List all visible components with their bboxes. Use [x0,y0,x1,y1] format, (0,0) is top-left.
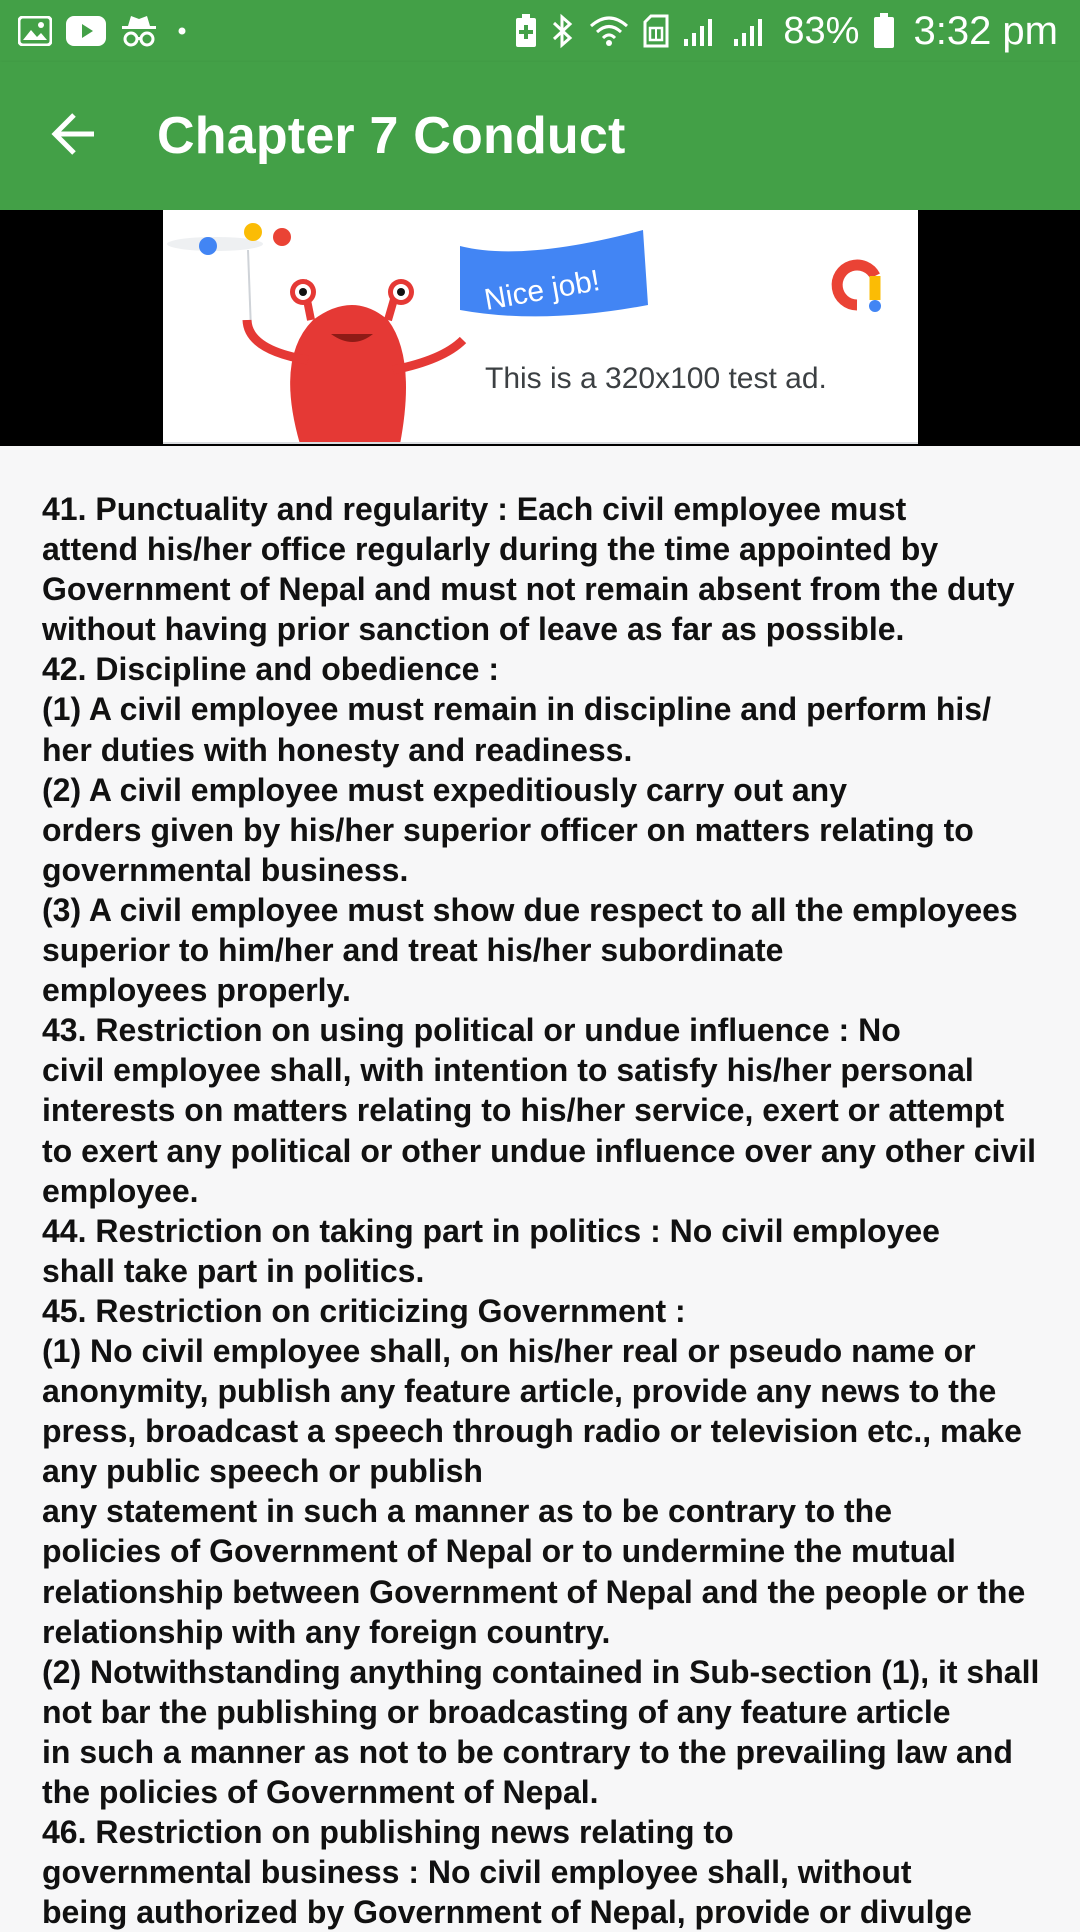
sim-icon [643,14,669,48]
signal-icon [683,15,719,47]
text-line: (1) No civil employee shall, on his/her real or pseudo name or [42,1332,976,1369]
ad-banner-area [0,210,1080,446]
app-bar [0,62,1080,210]
text-line: civil employee shall, with intention to satisfy his/her personal [42,1052,974,1089]
ad-flag-text: Nice job! [481,264,603,317]
incognito-icon [120,14,158,48]
status-time: 3:32 pm [913,8,1058,53]
ad-text: This is a 320x100 test ad. [485,362,827,395]
text-line: relationship with any foreign country. [42,1613,611,1650]
text-line: the policies of Government of Nepal. [42,1774,599,1810]
dot-icon [172,21,192,41]
text-line: superior to him/her and treat his/her subordinate [42,932,784,969]
text-line: policies of Government of Nepal or to undermine the mutual [42,1533,956,1570]
image-icon [18,16,52,46]
wifi-icon [589,14,629,48]
ad-banner[interactable] [163,210,918,444]
battery-saver-icon [515,14,537,48]
signal-icon [733,15,769,47]
text-line: interests on matters relating to his/her service, exert or attempt [42,1092,1005,1129]
text-line: 42. Discipline and obedience : [42,651,500,688]
text-line: (2) Notwithstanding anything contained in Sub-section (1), it shall [42,1653,1040,1690]
text-line: 46. Restriction on publishing news relating to [42,1814,734,1851]
text-line: (3) A civil employee must show due respect to all the employees [42,891,1018,928]
text-line: being authorized by Government of Nepal, provide or divulge [42,1894,972,1931]
text-line: her duties with honesty and readiness. [42,731,633,768]
text-line: not bar the publishing or broadcasting of any feature article [42,1693,951,1730]
back-button[interactable] [0,62,148,210]
page-title: Chapter 7 Conduct [157,107,626,165]
text-line: shall take part in politics. [42,1252,425,1289]
arrow-back-icon [50,112,98,161]
text-line: without having prior sanction of leave as far as possible. [42,611,905,648]
text-line: any statement in such a manner as to be contrary to the [42,1493,892,1530]
text-line: 43. Restriction on using political or undue influence : No [42,1012,901,1049]
text-line: Government of Nepal and must not remain absent from the duty [42,571,1015,608]
text-line: employee. [42,1172,199,1209]
text-line: (2) A civil employee must expeditiously carry out any [42,771,847,808]
battery-percent: 83% [783,9,860,52]
status-bar-right [515,9,1058,54]
text-line: orders given by his/her superior officer on matters relating to [42,811,974,848]
ad-illustration [163,210,918,444]
text-line: employees properly. [42,972,351,1009]
text-line: governmental business : No civil employee shall, without [42,1854,912,1891]
chapter-text [42,489,1052,1932]
text-line: 44. Restriction on taking part in politics : No civil employee [42,1212,940,1249]
youtube-icon [66,16,106,46]
status-bar [0,0,1080,62]
text-line: relationship between Government of Nepal and the people or the [42,1573,1026,1610]
text-line: attend his/her office regularly during the time appointed by [42,531,939,568]
text-line: press, broadcast a speech through radio or television etc., make [42,1413,1022,1450]
text-line: 45. Restriction on criticizing Government : [42,1292,686,1329]
bluetooth-icon [551,13,575,49]
text-line: (1) A civil employee must remain in discipline and perform his/ [42,691,991,728]
text-line: anonymity, publish any feature article, provide any news to the [42,1373,997,1410]
text-line: any public speech or publish [42,1453,483,1490]
text-line: 41. Punctuality and regularity : Each civil employee must [42,491,907,527]
text-line: in such a manner as not to be contrary to the prevailing law and [42,1733,1013,1770]
battery-icon [873,13,895,49]
text-line: governmental business. [42,851,409,888]
status-bar-left [18,14,192,48]
text-line: to exert any political or other undue influence over any other civil [42,1132,1036,1169]
